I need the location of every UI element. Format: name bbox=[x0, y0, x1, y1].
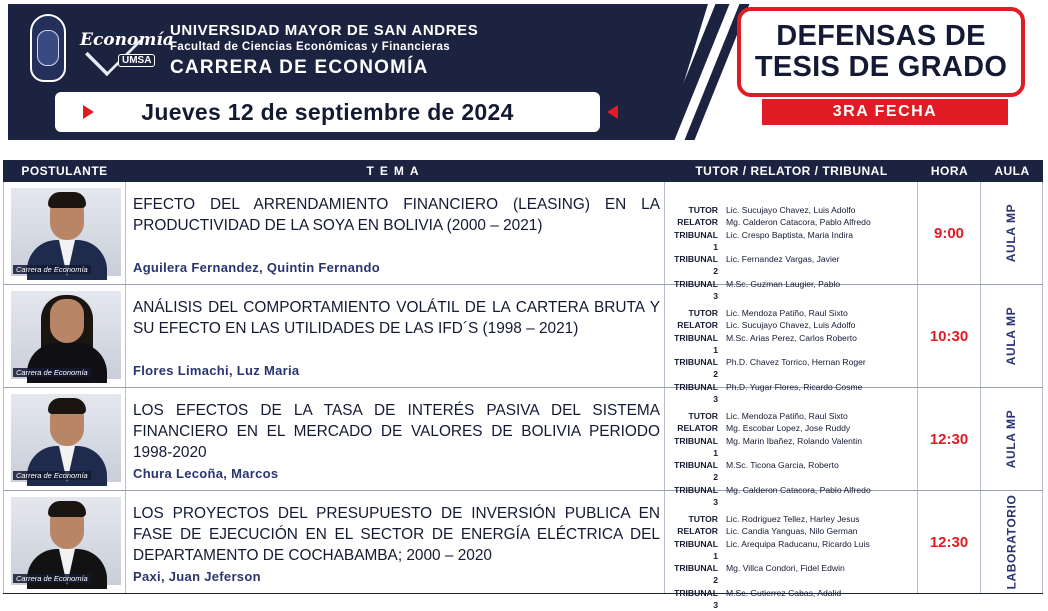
tribunal-role: TUTOR bbox=[688, 514, 718, 524]
tribunal-role: TUTOR bbox=[688, 411, 718, 421]
candidate-photo bbox=[11, 497, 121, 585]
table-row bbox=[3, 182, 1043, 302]
tribunal-role: TRIBUNAL 3 bbox=[674, 278, 718, 302]
tribunal-member: M.Sc. Guzman Laugier, Pablo bbox=[726, 278, 841, 289]
logo-abbr: UMSA bbox=[118, 54, 155, 67]
candidate-name: Aguilera Fernandez, Quintin Fernando bbox=[133, 260, 380, 275]
candidate-photo bbox=[11, 394, 121, 482]
tribunal-role: RELATOR bbox=[677, 217, 718, 228]
date-box bbox=[55, 92, 600, 132]
aula-cell bbox=[981, 491, 1043, 593]
table-row bbox=[3, 285, 1043, 405]
tema-cell bbox=[126, 491, 665, 593]
event-title-line1: DEFENSAS DE bbox=[776, 20, 986, 52]
tribunal-role: TRIBUNAL 2 bbox=[674, 357, 718, 380]
room-label: LABORATORIO bbox=[1004, 494, 1019, 590]
tribunal-member: Mg. Escobar Lopez, Jose Ruddy bbox=[726, 423, 851, 434]
tema-cell bbox=[126, 182, 665, 284]
tribunal-member: Lic. Sucujayo Chavez, Luis Adolfo bbox=[726, 320, 856, 331]
defense-time: 12:30 bbox=[929, 533, 969, 551]
economia-logo bbox=[78, 14, 174, 76]
tribunal-member: Lic. Arequipa Raducanu, Ricardo Luis bbox=[726, 538, 870, 549]
tribunal-member: M.Sc. Arias Perez, Carlos Roberto bbox=[726, 332, 857, 343]
tribunal-role: TRIBUNAL 2 bbox=[674, 254, 718, 277]
tribunal-role: RELATOR bbox=[677, 320, 718, 331]
postulante-cell bbox=[3, 182, 126, 284]
candidate-name: Flores Limachi, Luz Maria bbox=[133, 363, 300, 378]
tribunal-role: TRIBUNAL 1 bbox=[674, 538, 718, 561]
event-date: Jueves 12 de septiembre de 2024 bbox=[141, 98, 514, 125]
tribunal-member: Lic. Rodriguez Tellez, Harley Jesus bbox=[726, 514, 860, 524]
tribunal-cell bbox=[665, 388, 918, 508]
candidate-photo bbox=[11, 188, 121, 276]
table-header bbox=[3, 160, 1043, 182]
photo-caption: Carrera de Economía bbox=[13, 471, 91, 480]
column-header-tema: TEMA bbox=[366, 164, 425, 178]
defense-schedule-table bbox=[3, 160, 1043, 611]
tribunal-role: TRIBUNAL 1 bbox=[674, 435, 718, 458]
session-badge: 3RA FECHA bbox=[762, 99, 1008, 125]
tribunal-member: Mg. Marin Ibañez, Rolando Valentin bbox=[726, 435, 862, 446]
column-header-tutor: TUTOR / RELATOR / TRIBUNAL bbox=[695, 164, 888, 178]
tribunal-member: Lic. Sucujayo Chavez, Luis Adolfo bbox=[726, 205, 856, 215]
tribunal-role: TRIBUNAL 2 bbox=[674, 460, 718, 483]
tribunal-member: Lic. Crespo Baptista, Maria Indira bbox=[726, 229, 854, 240]
header bbox=[0, 0, 1048, 150]
tribunal-role: TUTOR bbox=[688, 205, 718, 215]
photo-caption: Carrera de Economía bbox=[13, 368, 91, 377]
thesis-title: EFECTO DEL ARRENDAMIENTO FINANCIERO (LEASING) EN LA PRODUCTIVIDAD DE LA SOYA EN BOLIVIA (2000 – 2021) bbox=[133, 196, 660, 234]
tribunal-member: Lic. Mendoza Patiño, Raul Sixto bbox=[726, 411, 848, 421]
room-label: AULA MP bbox=[1004, 203, 1019, 263]
hora-cell bbox=[918, 182, 981, 284]
aula-cell bbox=[981, 182, 1043, 284]
tribunal-cell bbox=[665, 491, 918, 611]
tribunal-cell bbox=[665, 182, 918, 302]
hora-cell bbox=[918, 491, 981, 593]
defense-time: 12:30 bbox=[929, 430, 969, 448]
event-title-line2: TESIS DE GRADO bbox=[754, 51, 1008, 83]
logo-word: Economía bbox=[80, 30, 174, 50]
tribunal-role: TRIBUNAL 1 bbox=[674, 332, 718, 355]
tribunal-member: Ph.D. Yugar Flores, Ricardo Cosme bbox=[726, 381, 863, 392]
tribunal-role: TRIBUNAL 1 bbox=[674, 229, 718, 252]
thesis-title: LOS PROYECTOS DEL PRESUPUESTO DE INVERSIÓN PUBLICA EN FASE DE EJECUCIÓN EN EL SECTOR DE ENERGÍA ELÉCTRICA DEL DEPARTAMENTO DE COCHABAMBA; 2000 – 2020 bbox=[133, 505, 660, 564]
aula-cell bbox=[981, 388, 1043, 490]
tribunal-member: Ph.D. Chavez Torrico, Hernan Roger bbox=[726, 357, 866, 368]
aula-cell bbox=[981, 285, 1043, 387]
tribunal-role: TRIBUNAL 3 bbox=[674, 381, 718, 405]
table-row bbox=[3, 388, 1043, 508]
tribunal-role: RELATOR bbox=[677, 526, 718, 537]
tribunal-role: TUTOR bbox=[688, 308, 718, 318]
tribunal-list bbox=[671, 513, 870, 611]
tribunal-member: M.Sc. Ticona Garcia, Roberto bbox=[726, 460, 839, 471]
tribunal-member: Lic. Candia Yanguas, Nilo German bbox=[726, 526, 858, 537]
room-label: AULA MP bbox=[1004, 409, 1019, 469]
event-title-box bbox=[737, 7, 1025, 97]
postulante-cell bbox=[3, 388, 126, 490]
tribunal-member: Mg. Calderon Catacora, Pablo Alfredo bbox=[726, 217, 871, 228]
tribunal-member: Lic. Mendoza Patiño, Raul Sixto bbox=[726, 308, 848, 318]
tribunal-member: Mg. Villca Condori, Fidel Edwin bbox=[726, 563, 845, 574]
column-header-hora: HORA bbox=[930, 164, 969, 178]
arrow-left-icon bbox=[607, 105, 618, 119]
tema-cell bbox=[126, 388, 665, 490]
tribunal-role: TRIBUNAL 3 bbox=[674, 587, 718, 611]
university-name: UNIVERSIDAD MAYOR DE SAN ANDRES bbox=[170, 22, 479, 39]
thesis-title: LOS EFECTOS DE LA TASA DE INTERÉS PASIVA DEL SISTEMA FINANCIERO EN EL MERCADO DE VALORES DE BOLIVIA PERIODO 1998-2020 bbox=[133, 402, 660, 461]
tribunal-role: RELATOR bbox=[677, 423, 718, 434]
arrow-right-icon bbox=[83, 105, 94, 119]
tribunal-member: Lic. Fernandez Vargas, Javier bbox=[726, 254, 840, 265]
tribunal-member: Mg. Calderon Catacora, Pablo Alfredo bbox=[726, 484, 871, 495]
faculty-name: Facultad de Ciencias Económicas y Financieras bbox=[170, 41, 451, 53]
photo-caption: Carrera de Economía bbox=[13, 574, 91, 583]
hora-cell bbox=[918, 388, 981, 490]
defense-time: 10:30 bbox=[929, 327, 969, 345]
hora-cell bbox=[918, 285, 981, 387]
university-seal-icon bbox=[30, 14, 66, 82]
candidate-name: Paxi, Juan Jeferson bbox=[133, 569, 261, 584]
career-name: CARRERA DE ECONOMÍA bbox=[170, 57, 429, 78]
room-label: AULA MP bbox=[1004, 306, 1019, 366]
tribunal-cell bbox=[665, 285, 918, 405]
candidate-name: Chura Lecoña, Marcos bbox=[133, 466, 279, 481]
tribunal-role: TRIBUNAL 3 bbox=[674, 484, 718, 508]
candidate-photo bbox=[11, 291, 121, 379]
table-row bbox=[3, 491, 1043, 611]
thesis-title: ANÁLISIS DEL COMPORTAMIENTO VOLÁTIL DE LA CARTERA BRUTA Y SU EFECTO EN LAS UTILIDADES DE LAS IFD´S (1998 – 2021) bbox=[133, 299, 660, 337]
column-header-postulante: POSTULANTE bbox=[21, 164, 108, 178]
defense-time: 9:00 bbox=[933, 224, 965, 242]
tema-cell bbox=[126, 285, 665, 387]
postulante-cell bbox=[3, 285, 126, 387]
photo-caption: Carrera de Economía bbox=[13, 265, 91, 274]
postulante-cell bbox=[3, 491, 126, 593]
tribunal-member: M.Sc. Gutierrez Cabas, Adalid bbox=[726, 587, 842, 598]
tribunal-role: TRIBUNAL 2 bbox=[674, 563, 718, 586]
column-header-aula: AULA bbox=[994, 164, 1030, 178]
